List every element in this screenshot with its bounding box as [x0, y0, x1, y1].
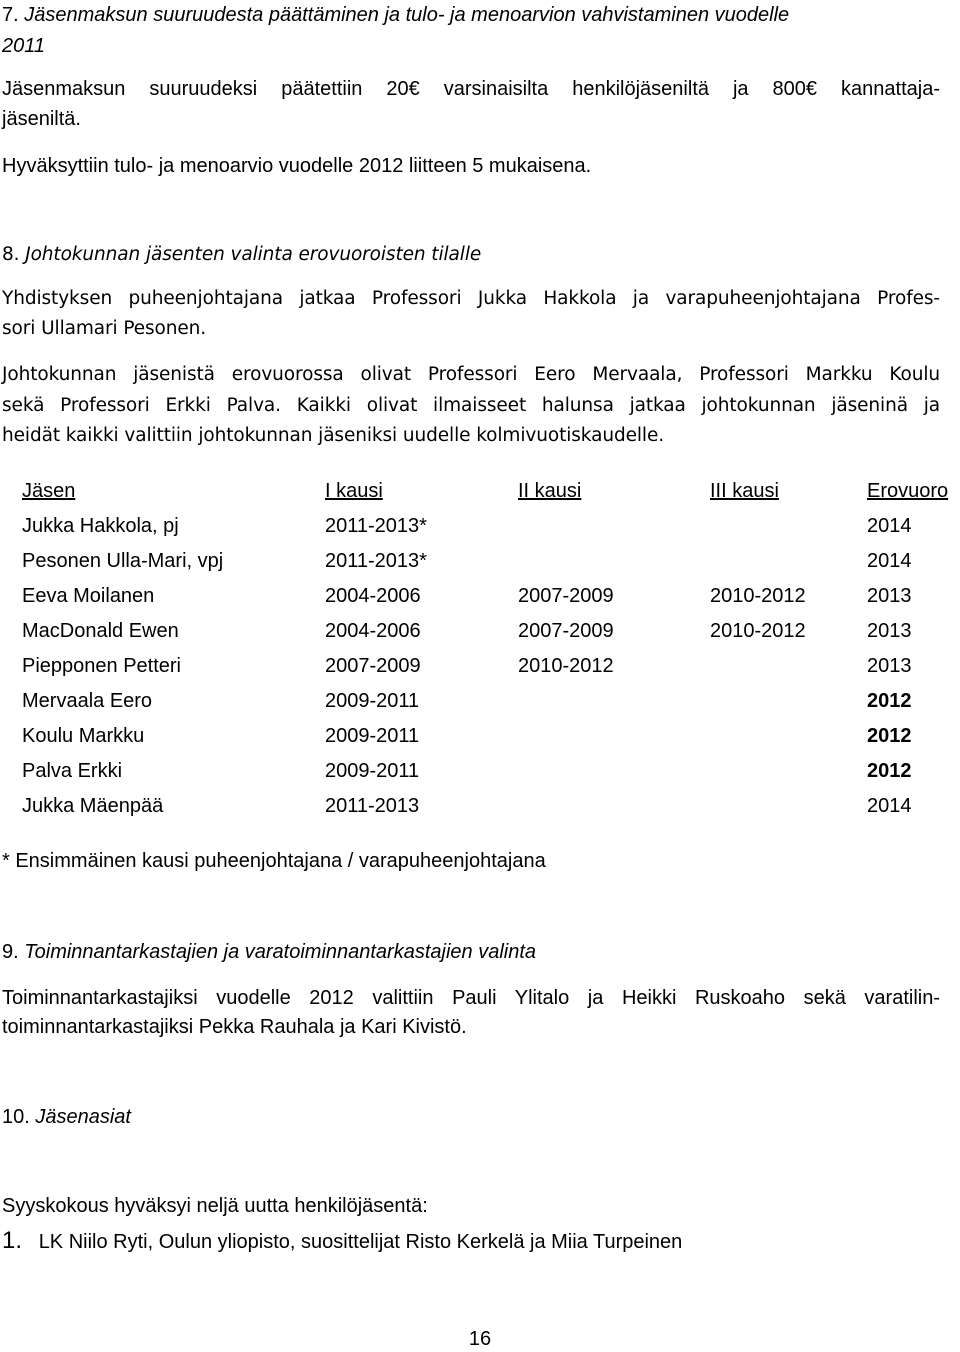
- cell-name: Pesonen Ulla-Mari, vpj: [22, 550, 224, 572]
- page-number: 16: [468, 1328, 492, 1350]
- cell-resign-year: 2014: [867, 515, 912, 537]
- cell-resign-year: 2014: [867, 550, 912, 572]
- section10-list-item: [2, 1228, 682, 1255]
- section7-heading-text: Jäsenmaksun suuruudesta päättäminen ja tulo- ja menoarvion vahvistaminen vuodelle: [24, 4, 790, 26]
- cell-term-1: 2011-2013: [325, 795, 420, 817]
- section8-number: 8.: [2, 244, 20, 265]
- section10-heading-text: Jäsenasiat: [35, 1106, 131, 1128]
- cell-resign-year: 2013: [867, 655, 912, 677]
- cell-name: Piepponen Petteri: [22, 655, 182, 677]
- cell-name: MacDonald Ewen: [22, 620, 179, 642]
- cell-resign-year: 2012: [867, 725, 912, 747]
- list-item-text: LK Niilo Ryti, Oulun yliopisto, suosittelijat Risto Kerkelä ja Miia Turpeinen: [38, 1231, 683, 1253]
- cell-resign-year: 2013: [867, 620, 912, 642]
- section8-para1-line1: Yhdistyksen puheenjohtajana jatkaa Professori Jukka Hakkola ja varapuheenjohtajana Profes-: [2, 288, 940, 309]
- section7-para2: Hyväksyttiin tulo- ja menoarvio vuodelle 2012 liitteen 5 mukaisena.: [2, 155, 592, 177]
- cell-term-1: 2004-2006: [325, 620, 421, 642]
- section7-para1-line1: Jäsenmaksun suuruudeksi päätettiin 20€ varsinaisilta henkilöjäseniltä ja 800€ kannattaja-: [2, 78, 940, 100]
- section8-para1-line2: sori Ullamari Pesonen.: [2, 318, 207, 339]
- section7-para1-line2: jäseniltä.: [2, 108, 81, 130]
- section10-para: Syyskokous hyväksyi neljä uutta henkilöjäsentä:: [2, 1195, 428, 1217]
- cell-term-3: 2010-2012: [710, 585, 806, 607]
- cell-term-1: 2007-2009: [325, 655, 421, 677]
- section7-heading-line2: 2011: [2, 35, 46, 57]
- section8-para2-line3: heidät kaikki valittiin johtokunnan jäseniksi uudelle kolmivuotiskaudelle.: [2, 425, 665, 446]
- cell-name: Mervaala Eero: [22, 690, 153, 712]
- cell-term-1: 2011-2013*: [325, 550, 427, 572]
- cell-term-1: 2011-2013*: [325, 515, 427, 537]
- cell-resign-year: 2014: [867, 795, 912, 817]
- cell-term-2: 2007-2009: [518, 620, 614, 642]
- header-term-2: II kausi: [518, 480, 582, 502]
- section8-para2-line2: sekä Professori Erkki Palva. Kaikki olivat ilmaisseet halunsa jatkaa johtokunnan jäseninä ja: [2, 395, 940, 416]
- cell-name: Koulu Markku: [22, 725, 145, 747]
- cell-term-1: 2009-2011: [325, 725, 420, 747]
- section7-number: 7.: [2, 4, 19, 26]
- header-term-1: I kausi: [325, 480, 383, 502]
- header-term-3: III kausi: [710, 480, 779, 502]
- section10-heading: [2, 1104, 131, 1130]
- cell-resign-year: 2013: [867, 585, 912, 607]
- section10-number: 10.: [2, 1106, 30, 1128]
- section7-heading: [2, 2, 789, 28]
- section8-heading: [2, 242, 481, 268]
- cell-name: Jukka Hakkola, pj: [22, 515, 179, 537]
- section9-heading-text: Toiminnantarkastajien ja varatoiminnantarkastajien valinta: [24, 941, 537, 963]
- section8-heading-text: Johtokunnan jäsenten valinta erovuoroisten tilalle: [25, 244, 482, 265]
- cell-term-2: 2007-2009: [518, 585, 614, 607]
- cell-resign-year: 2012: [867, 760, 912, 782]
- cell-term-1: 2009-2011: [325, 690, 420, 712]
- cell-name: Jukka Mäenpää: [22, 795, 164, 817]
- cell-name: Eeva Moilanen: [22, 585, 155, 607]
- header-resign-year: Erovuoro: [867, 480, 949, 502]
- cell-resign-year: 2012: [867, 690, 912, 712]
- header-member: Jäsen: [22, 480, 76, 502]
- section9-number: 9.: [2, 941, 19, 963]
- section9-para-line2: toiminnantarkastajiksi Pekka Rauhala ja Kari Kivistö.: [2, 1016, 467, 1038]
- section8-para2-line1: Johtokunnan jäsenistä erovuorossa olivat Professori Eero Mervaala, Professori Markku Koulu: [2, 364, 940, 385]
- section9-heading: [2, 939, 536, 965]
- cell-term-1: 2009-2011: [325, 760, 420, 782]
- list-item-number: 1.: [2, 1227, 23, 1254]
- cell-name: Palva Erkki: [22, 760, 123, 782]
- table-footnote: * Ensimmäinen kausi puheenjohtajana / varapuheenjohtajana: [2, 850, 546, 872]
- cell-term-2: 2010-2012: [518, 655, 614, 677]
- cell-term-3: 2010-2012: [710, 620, 806, 642]
- cell-term-1: 2004-2006: [325, 585, 421, 607]
- section9-para-line1: Toiminnantarkastajiksi vuodelle 2012 valittiin Pauli Ylitalo ja Heikki Ruskoaho sekä varatilin-: [2, 987, 940, 1009]
